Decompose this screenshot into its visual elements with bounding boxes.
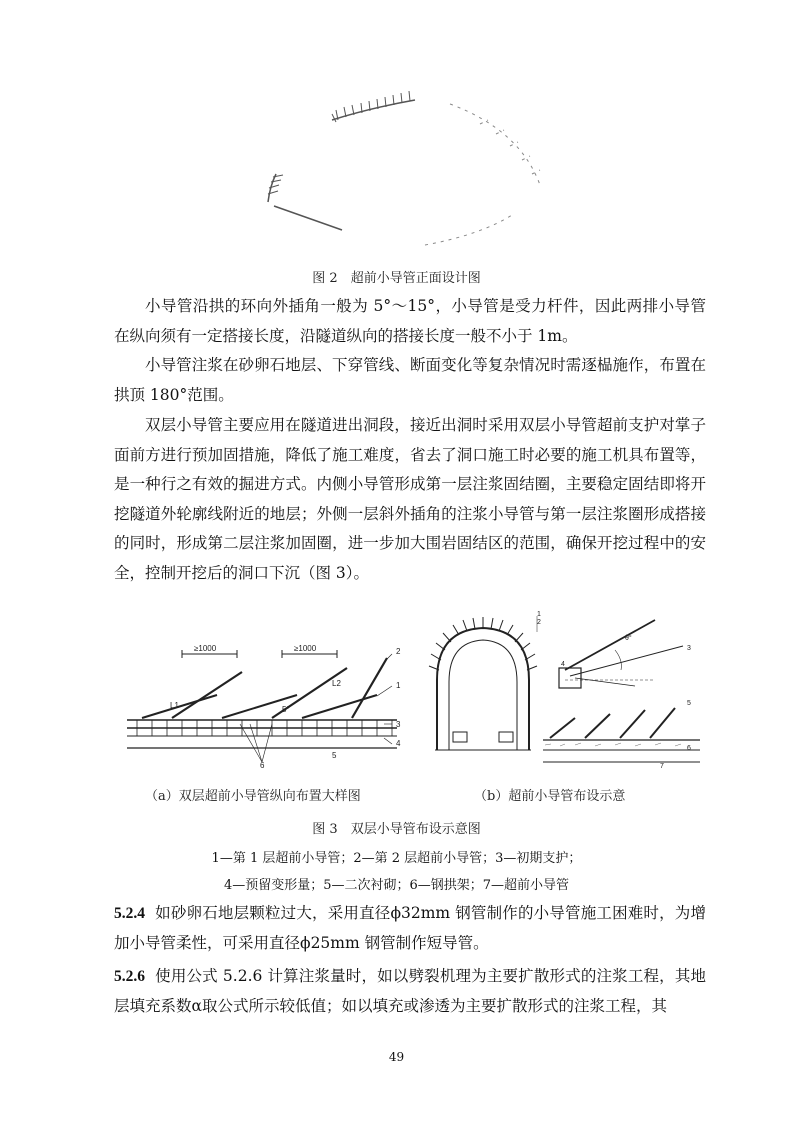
fig3b-num-6: 6	[687, 745, 691, 752]
paragraph-3: 双层小导管主要应用在隧道进出洞段，接近出洞时采用双层小导管超前支护对掌子面前方进行预加固措施，降低了施工难度，省去了洞口施工时必要的施工机具布置等，是一种行之有效的掘进方式。内侧小导管形成第一层注浆固结圈，主要稳定固结即将开挖隧道外轮廓线附近的地层；外侧一层斜外插角的注浆小导管与第一层注浆圈形成搭接的同时，形成第二层注浆加固圈，进一步加大围岩固结区的范围，确保开挖过程中的安全，控制开挖后的洞口下沉（图 3）。	[114, 416, 706, 582]
figure3-subcaption-a: （a）双层超前小导管纵向布置大样图	[145, 789, 361, 804]
figure3b-drawing	[425, 610, 705, 770]
figure3-legend-line2: 4—预留变形量；5—二次衬砌；6—钢拱架；7—超前小导管	[223, 878, 570, 893]
fig3a-num-4: 4	[396, 739, 401, 748]
fig3a-num-1: 1	[396, 681, 401, 690]
figure2-drawing	[250, 90, 560, 260]
fig3a-label-L2: L2	[332, 679, 341, 688]
section-5-2-6	[114, 962, 706, 1021]
figure3-caption: 图 3 双层小导管布设示意图	[312, 822, 481, 837]
fig3a-num-5: 5	[332, 751, 337, 760]
fig3b-num-3: 3	[687, 645, 691, 652]
fig3b-num-7: 7	[660, 763, 664, 770]
section-number: 5.2.4	[114, 905, 145, 922]
fig3a-num-2: 2	[396, 647, 401, 656]
fig3b-num-2: 2	[537, 619, 541, 626]
section-text: 如砂卵石地层颗粒过大，采用直径ϕ32mm 钢管制作的小导管施工困难时，为增加小导管柔性，可采用直径ϕ25mm 钢管制作短导管。	[114, 904, 706, 952]
fig3a-angle: 5°	[282, 705, 290, 714]
figure3-subcaption-b: （b）超前小导管布设示意	[474, 789, 626, 804]
figure3a-drawing	[122, 640, 412, 770]
fig3b-num-5: 5	[687, 700, 691, 707]
fig3a-num-3: 3	[396, 720, 401, 729]
paragraph-1: 小导管沿拱的环向外插角一般为 5°～15°，小导管是受力杆件，因此两排小导管在纵向须有一定搭接长度，沿隧道纵向的搭接长度一般不小于 1m。	[114, 297, 706, 345]
figure3-legend-line1: 1—第 1 层超前小导管；2—第 2 层超前小导管；3—初期支护；	[211, 851, 582, 866]
figure2-caption: 图 2 超前小导管正面设计图	[312, 271, 481, 286]
fig3a-label-L1: L1	[170, 701, 179, 710]
section-5-2-4	[114, 899, 706, 958]
fig3a-dim-2: ≥1000	[294, 644, 317, 653]
section-text: 使用公式 5.2.6 计算注浆量时，如以劈裂机理为主要扩散形式的注浆工程，其地层填充系数α取公式所示较低值；如以填充或渗透为主要扩散形式的注浆工程，其	[114, 967, 706, 1015]
fig3b-num-4: 4	[561, 661, 565, 668]
fig3b-num-1: 1	[537, 611, 541, 618]
section-number: 5.2.6	[114, 968, 145, 985]
fig3a-dim-1: ≥1000	[194, 644, 217, 653]
page-number: 49	[388, 1050, 405, 1064]
fig3a-num-6: 6	[260, 761, 265, 770]
paragraph-2: 小导管注浆在砂卵石地层、下穿管线、断面变化等复杂情况时需逐榀施作，布置在拱顶 180°范围。	[114, 356, 706, 404]
fig3b-angle: θ°	[625, 635, 632, 642]
